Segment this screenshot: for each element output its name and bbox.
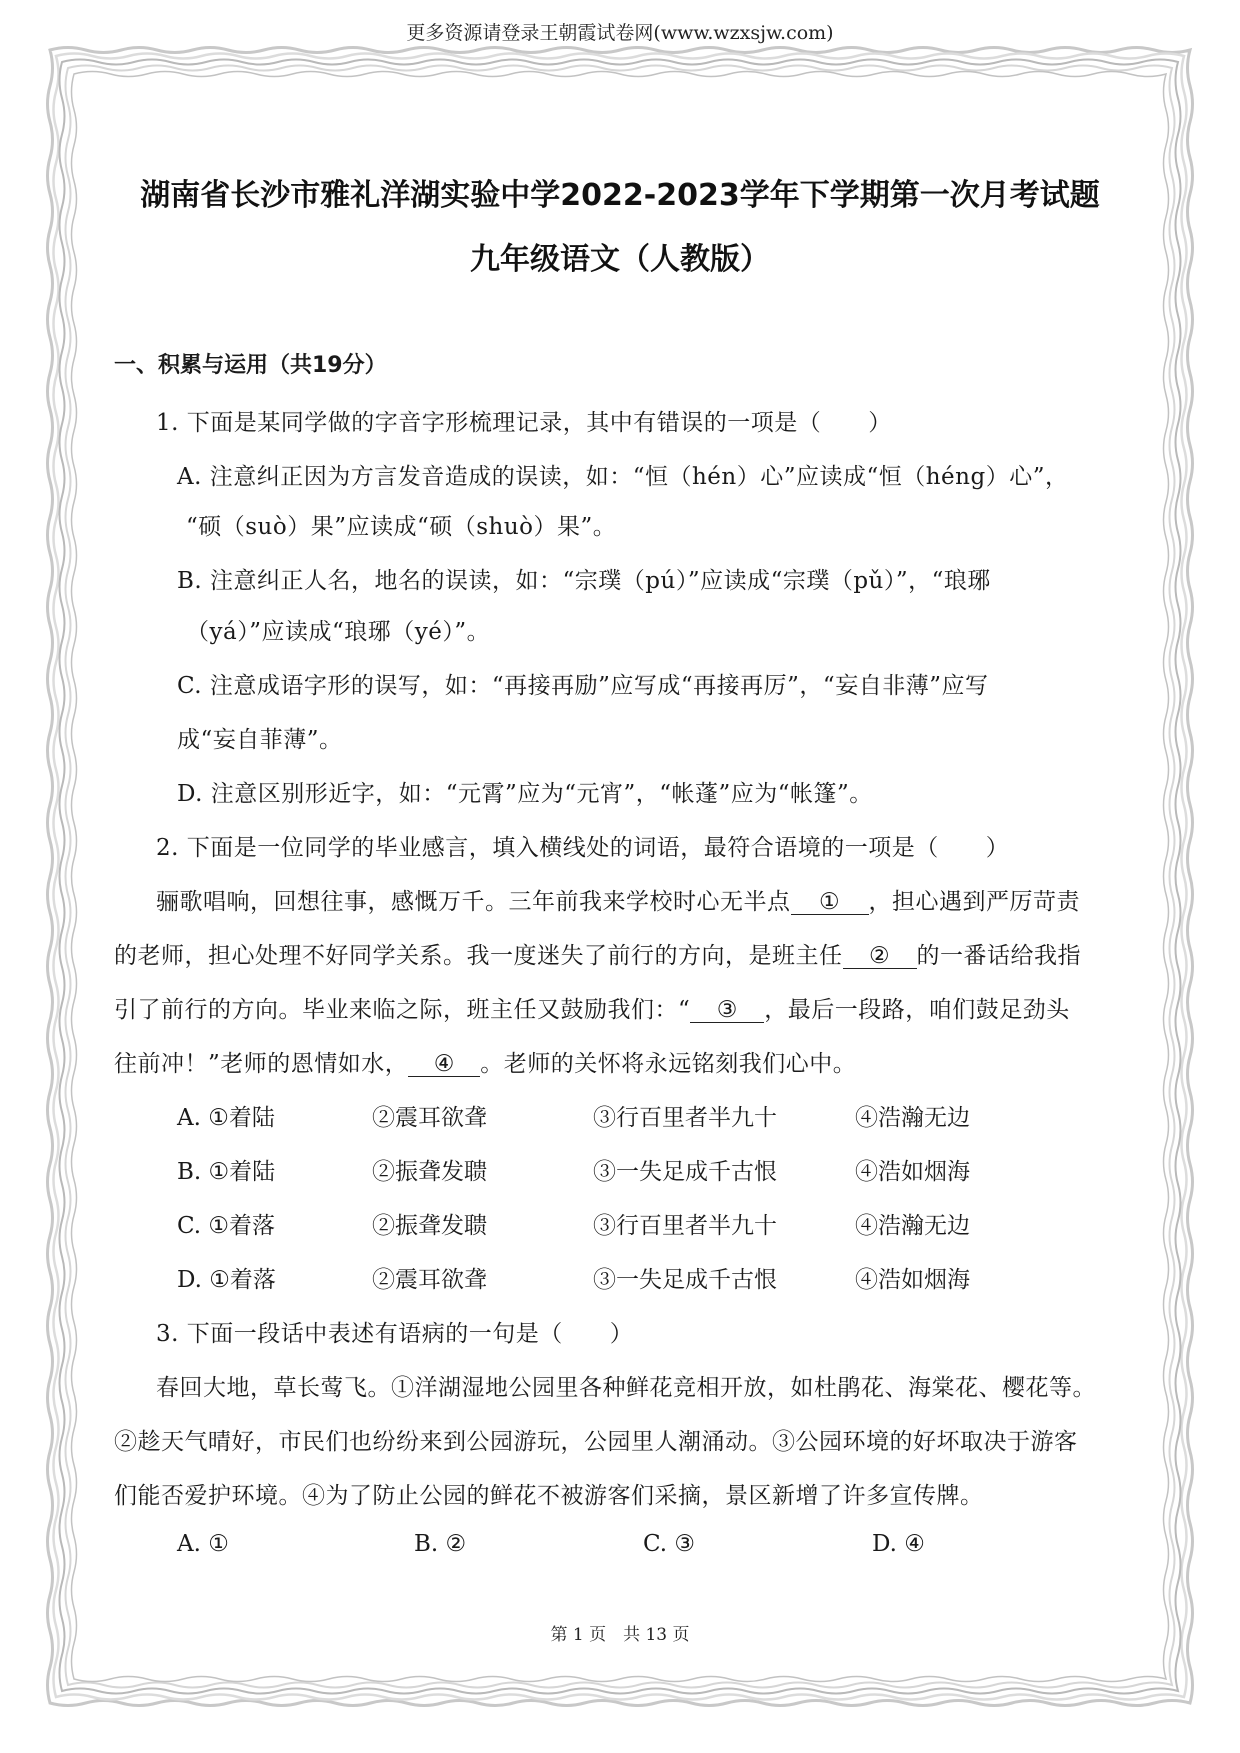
q2-option-a-part1: A. ①着陆 bbox=[177, 1105, 275, 1131]
q2-option-a-part3: ③行百里者半九十 bbox=[593, 1105, 777, 1131]
question-1-option-c: C. 注意成语字形的误写，如：“再接再励”应写成“再接再厉”，“妄自非薄”应写 bbox=[177, 673, 989, 699]
q3-option-d: D. ④ bbox=[872, 1531, 925, 1557]
passage-text: 引了前行的方向。毕业来临之际，班主任又鼓励我们：“ bbox=[114, 997, 691, 1023]
question-2-passage-line bbox=[114, 991, 1070, 1024]
q3-option-c: C. ③ bbox=[643, 1531, 696, 1557]
q3-option-a: A. ① bbox=[177, 1531, 229, 1557]
q2-option-c-part2: ②振聋发聩 bbox=[372, 1213, 487, 1239]
q2-option-d-part3: ③一失足成千古恨 bbox=[593, 1267, 777, 1293]
q2-option-d-part4: ④浩如烟海 bbox=[855, 1267, 970, 1293]
page-number-footer: 第 1 页 共 13 页 bbox=[550, 1625, 690, 1645]
q2-option-c-part3: ③行百里者半九十 bbox=[593, 1213, 777, 1239]
passage-text: 的老师，担心处理不好同学关系。我一度迷失了前行的方向，是班主任 bbox=[114, 943, 843, 969]
question-2-passage-line bbox=[156, 883, 1080, 916]
question-3-passage-line: ②趁天气晴好，市民们也纷纷来到公园游玩，公园里人潮涌动。③公园环境的好坏取决于游客 bbox=[114, 1429, 1078, 1455]
q2-option-a-part2: ②震耳欲聋 bbox=[372, 1105, 487, 1131]
question-1-option-a-cont: “硕（suò）果”应读成“硕（shuò）果”。 bbox=[186, 514, 617, 540]
question-3-passage-line: 春回大地，草长莺飞。①洋湖湿地公园里各种鲜花竞相开放，如杜鹃花、海棠花、樱花等。 bbox=[156, 1375, 1096, 1401]
q2-option-c-part1: C. ①着落 bbox=[177, 1213, 276, 1239]
passage-text: 骊歌唱响，回想往事，感慨万千。三年前我来学校时心无半点 bbox=[156, 889, 791, 915]
fill-blank-4: ④ bbox=[408, 1052, 480, 1077]
q2-option-d-part1: D. ①着落 bbox=[177, 1267, 276, 1293]
question-1-option-c-cont: 成“妄自菲薄”。 bbox=[177, 727, 343, 753]
q2-option-b-part3: ③一失足成千古恨 bbox=[593, 1159, 777, 1185]
q2-option-b-part4: ④浩如烟海 bbox=[855, 1159, 970, 1185]
question-2-passage-line bbox=[114, 937, 1081, 970]
exam-title: 湖南省长沙市雅礼洋湖实验中学2022-2023学年下学期第一次月考试题 bbox=[140, 178, 1100, 213]
question-2-stem: 2. 下面是一位同学的毕业感言，填入横线处的词语，最符合语境的一项是（ ） bbox=[156, 835, 1010, 861]
q2-option-d-part2: ②震耳欲聋 bbox=[372, 1267, 487, 1293]
section-heading: 一、积累与运用（共19分） bbox=[114, 353, 387, 378]
q2-option-b-part1: B. ①着陆 bbox=[177, 1159, 276, 1185]
fill-blank-3: ③ bbox=[690, 998, 764, 1023]
passage-text: 的一番话给我指 bbox=[916, 943, 1081, 969]
passage-text: 往前冲！”老师的恩情如水， bbox=[114, 1051, 409, 1077]
question-1-option-d: D. 注意区别形近字，如：“元霄”应为“元宵”，“帐蓬”应为“帐篷”。 bbox=[177, 781, 873, 807]
question-3-passage-line: 们能否爱护环境。④为了防止公园的鲜花不被游客们采摘，景区新增了许多宣传牌。 bbox=[114, 1483, 984, 1509]
fill-blank-1: ① bbox=[791, 890, 869, 915]
q2-option-c-part4: ④浩瀚无边 bbox=[855, 1213, 970, 1239]
question-2-passage-line bbox=[114, 1045, 856, 1078]
question-1-option-b-cont: （yá）”应读成“琅琊（yé）”。 bbox=[186, 619, 491, 645]
q2-option-b-part2: ②振聋发聩 bbox=[372, 1159, 487, 1185]
passage-text: 。老师的关怀将永远铭刻我们心中。 bbox=[480, 1051, 857, 1077]
fill-blank-2: ② bbox=[843, 944, 917, 969]
q2-option-a-part4: ④浩瀚无边 bbox=[855, 1105, 970, 1131]
question-3-stem: 3. 下面一段话中表述有语病的一句是（ ） bbox=[156, 1321, 634, 1347]
q3-option-b: B. ② bbox=[414, 1531, 467, 1557]
passage-text: ，最后一段路，咱们鼓足劲头 bbox=[764, 997, 1070, 1023]
exam-subtitle: 九年级语文（人教版） bbox=[470, 242, 770, 277]
border-wave-line bbox=[48, 48, 1193, 1706]
passage-text: ，担心遇到严厉苛责 bbox=[868, 889, 1080, 915]
question-1-option-a: A. 注意纠正因为方言发音造成的误读，如：“恒（hén）心”应读成“恒（héng）心”， bbox=[177, 464, 1069, 490]
question-1-option-b: B. 注意纠正人名，地名的误读，如：“宗璞（pú）”应读成“宗璞（pǔ）”，“琅琊 bbox=[177, 568, 991, 594]
watermark-header: 更多资源请登录王朝霞试卷网(www.wzxsjw.com) bbox=[406, 22, 834, 44]
question-1-stem: 1. 下面是某同学做的字音字形梳理记录，其中有错误的一项是（ ） bbox=[156, 410, 892, 436]
